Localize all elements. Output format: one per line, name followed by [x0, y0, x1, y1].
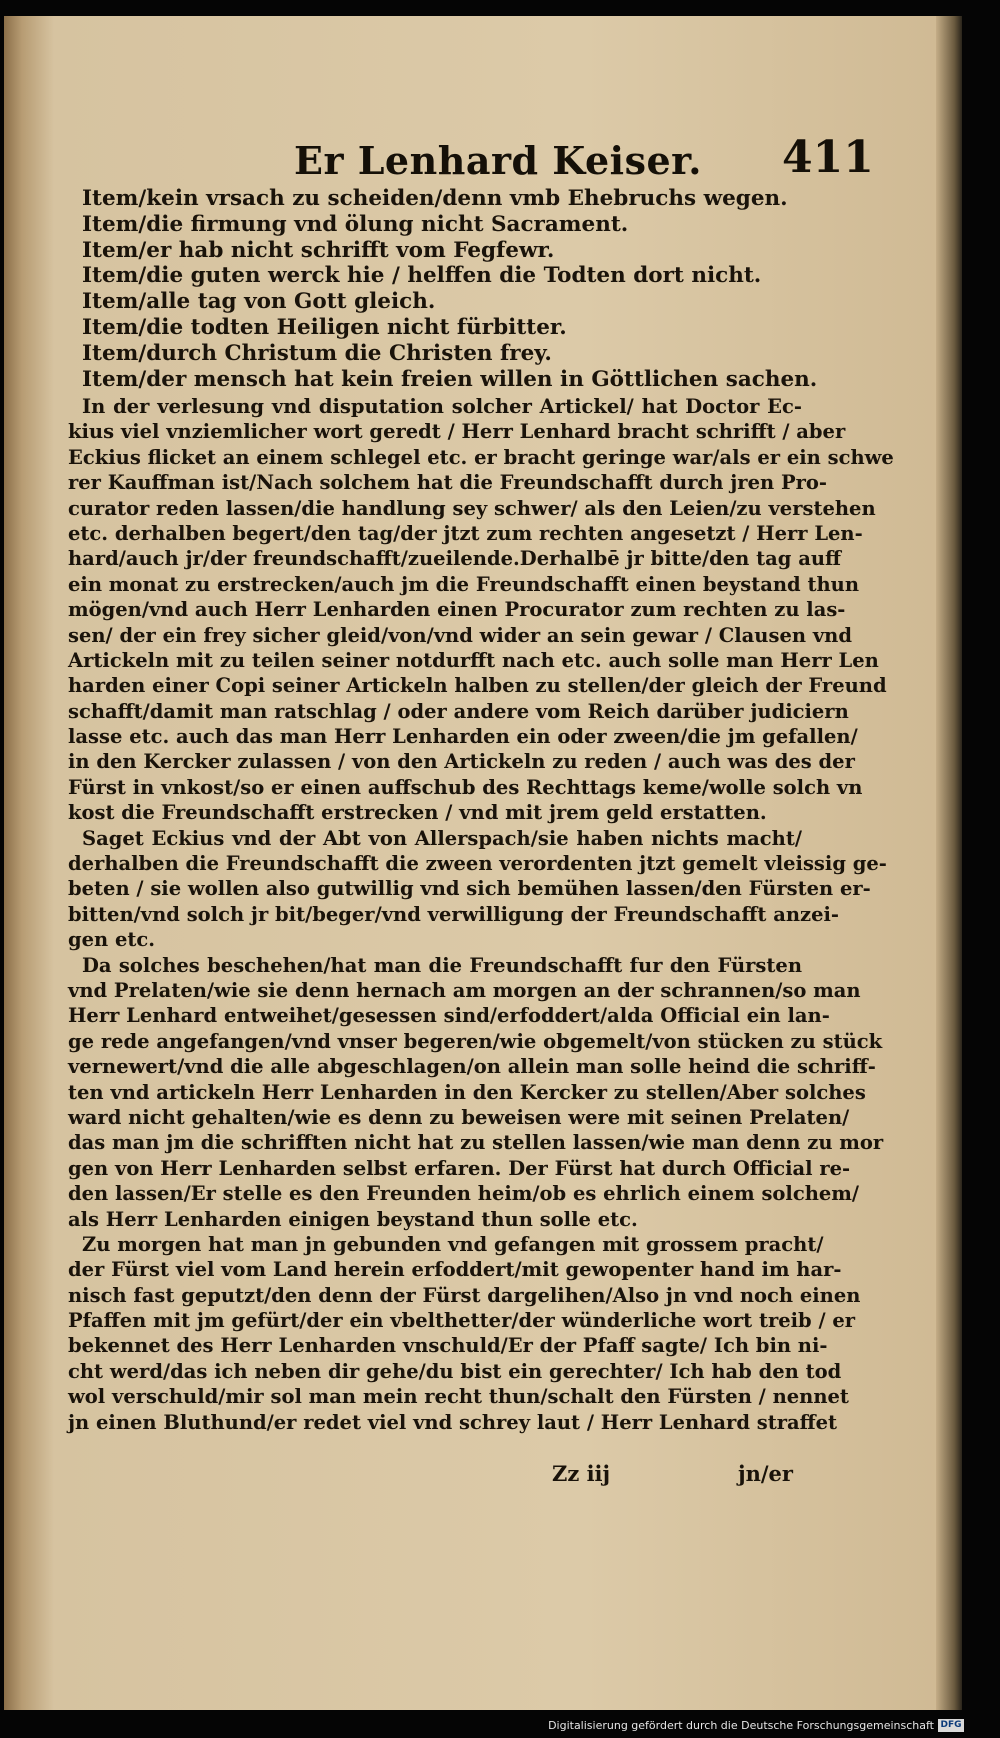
text-line: jn einen Bluthund/er redet viel vnd schrey laut / Herr Lenhard straffet	[68, 1410, 838, 1434]
text-line: bitten/vnd solch jr bit/beger/vnd verwilligung der Freundschafft anzei-	[68, 902, 840, 926]
text-line: vnd Prelaten/wie sie denn hernach am morgen an der schrannen/so man	[68, 978, 861, 1002]
dfg-logo: DFG	[938, 1719, 964, 1732]
text-line: hard/auch jr/der freundschafft/zueilende.Derhalbē jr bitte/den tag auff	[68, 547, 842, 571]
text-line: in den Kercker zulassen / von den Artickeln zu reden / auch was des der	[68, 750, 855, 774]
signature-line	[4, 1461, 962, 1491]
text-line: lasse etc. auch das man Herr Lenharden ein oder zween/die jm gefallen/	[68, 725, 858, 749]
text-line: gen von Herr Lenharden selbst erfaren. Der Fürst hat durch Official re-	[68, 1156, 851, 1180]
book-page	[4, 16, 962, 1710]
text-line: Zu morgen hat man jn gebunden vnd gefangen mit grossem pracht/	[82, 1232, 824, 1256]
text-line: Herr Lenhard entweihet/gesessen sind/erfoddert/alda Official ein lan-	[68, 1004, 830, 1028]
text-line: der Fürst viel vom Land herein erfoddert/mit gewopenter hand im har-	[68, 1258, 842, 1282]
item-list	[82, 186, 818, 392]
item-line: Item/er hab nicht schrifft vom Fegfewr.	[82, 237, 555, 263]
digitization-credit	[548, 1719, 964, 1732]
credit-text: Digitalisierung gefördert durch die Deutsche Forschungsgemeinschaft	[548, 1719, 934, 1732]
text-line: gen etc.	[68, 928, 156, 952]
text-line: ge rede angefangen/vnd vnser begeren/wie obgemelt/von stücken zu stück	[68, 1029, 883, 1053]
item-line: Item/die guten werck hie / helffen die Todten dort nicht.	[82, 263, 762, 289]
text-line: rer Kauffman ist/Nach solchem hat die Freundschafft durch jren Pro-	[68, 471, 827, 495]
item-line: Item/die firmung vnd ölung nicht Sacrament.	[82, 211, 629, 237]
text-line: Pfaffen mit jm gefürt/der ein vbelthetter/der wünderliche wort treib / er	[68, 1309, 856, 1333]
text-line: ward nicht gehalten/wie es denn zu beweisen were mit seinen Prelaten/	[68, 1105, 850, 1129]
catchword: jn/er	[738, 1461, 793, 1486]
text-line: mögen/vnd auch Herr Lenharden einen Procurator zum rechten zu las-	[68, 598, 846, 622]
text-line: harden einer Copi seiner Artickeln halben zu stellen/der gleich der Freund	[68, 674, 887, 698]
text-line: vernewert/vnd die alle abgeschlagen/on allein man solle heind die schriff-	[68, 1055, 876, 1079]
text-line: als Herr Lenharden einigen beystand thun solle etc.	[68, 1207, 638, 1231]
text-line: Artickeln mit zu teilen seiner notdurfft nach etc. auch solle man Herr Len	[68, 648, 879, 672]
text-line: bekennet des Herr Lenharden vnschuld/Er der Pfaff sagte/ Ich bin ni-	[68, 1334, 828, 1358]
signature-mark: Zz iij	[552, 1461, 611, 1486]
text-line: schafft/damit man ratschlag / oder andere vom Reich darüber judiciern	[68, 699, 849, 723]
text-line: In der verlesung vnd disputation solcher Artickel/ hat Doctor Ec-	[82, 395, 802, 418]
text-line: sen/ der ein frey sicher gleid/von/vnd wider an sein gewar / Clausen vnd	[68, 623, 852, 647]
item-line: Item/durch Christum die Christen frey.	[82, 340, 552, 366]
text-line: derhalben die Freundschafft die zween verordenten jtzt gemelt vleissig ge-	[68, 852, 887, 876]
text-line: ten vnd artickeln Herr Lenharden in den Kercker zu stellen/Aber solches	[68, 1080, 866, 1104]
item-line: Item/alle tag von Gott gleich.	[82, 289, 436, 315]
text-line: wol verschuld/mir sol man mein recht thun/schalt den Fürsten / nennet	[68, 1385, 849, 1409]
page-edge-shadow	[936, 16, 962, 1710]
text-line: Saget Eckius vnd der Abt von Allerspach/sie haben nichts macht/	[82, 826, 802, 850]
running-title: Er Lenhard Keiser.	[294, 138, 702, 183]
text-line: etc. derhalben begert/den tag/der jtzt zum rechten angesetzt / Herr Len-	[68, 521, 863, 545]
text-line: kius viel vnziemlicher wort geredt / Herr Lenhard bracht schrifft / aber	[68, 420, 846, 444]
text-line: curator reden lassen/die handlung sey schwer/ als den Leien/zu verstehen	[68, 496, 876, 520]
text-line: nisch fast geputzt/den denn der Fürst dargelihen/Also jn vnd noch einen	[68, 1283, 861, 1307]
text-line: cht werd/das ich neben dir gehe/du bist ein gerechter/ Ich hab den tod	[68, 1359, 842, 1383]
item-line: Item/die todten Heiligen nicht fürbitter.	[82, 314, 567, 340]
text-line: das man jm die schrifften nicht hat zu stellen lassen/wie man denn zu mor	[68, 1131, 884, 1155]
text-line: Da solches beschehen/hat man die Freundschafft fur den Fürsten	[82, 953, 802, 977]
text-line: kost die Freundschafft erstrecken / vnd mit jrem geld erstatten.	[68, 801, 767, 825]
page-number: 411	[782, 132, 874, 183]
text-line: ein monat zu erstrecken/auch jm die Freundschafft einen beystand thun	[68, 572, 860, 596]
item-line: Item/der mensch hat kein freien willen in Göttlichen sachen.	[82, 366, 818, 392]
text-line: Eckius flicket an einem schlegel etc. er bracht geringe war/als er ein schwe	[68, 445, 894, 469]
item-line: Item/kein vrsach zu scheiden/denn vmb Ehebruchs wegen.	[82, 186, 788, 211]
running-head	[4, 132, 962, 192]
text-line: den lassen/Er stelle es den Freunden heim/ob es ehrlich einem solchem/	[68, 1182, 860, 1206]
text-line: beten / sie wollen also gutwillig vnd sich bemühen lassen/den Fürsten er-	[68, 877, 871, 901]
text-line: Fürst in vnkost/so er einen auffschub des Rechttags keme/wolle solch vn	[68, 775, 863, 799]
body-text	[68, 394, 894, 1435]
